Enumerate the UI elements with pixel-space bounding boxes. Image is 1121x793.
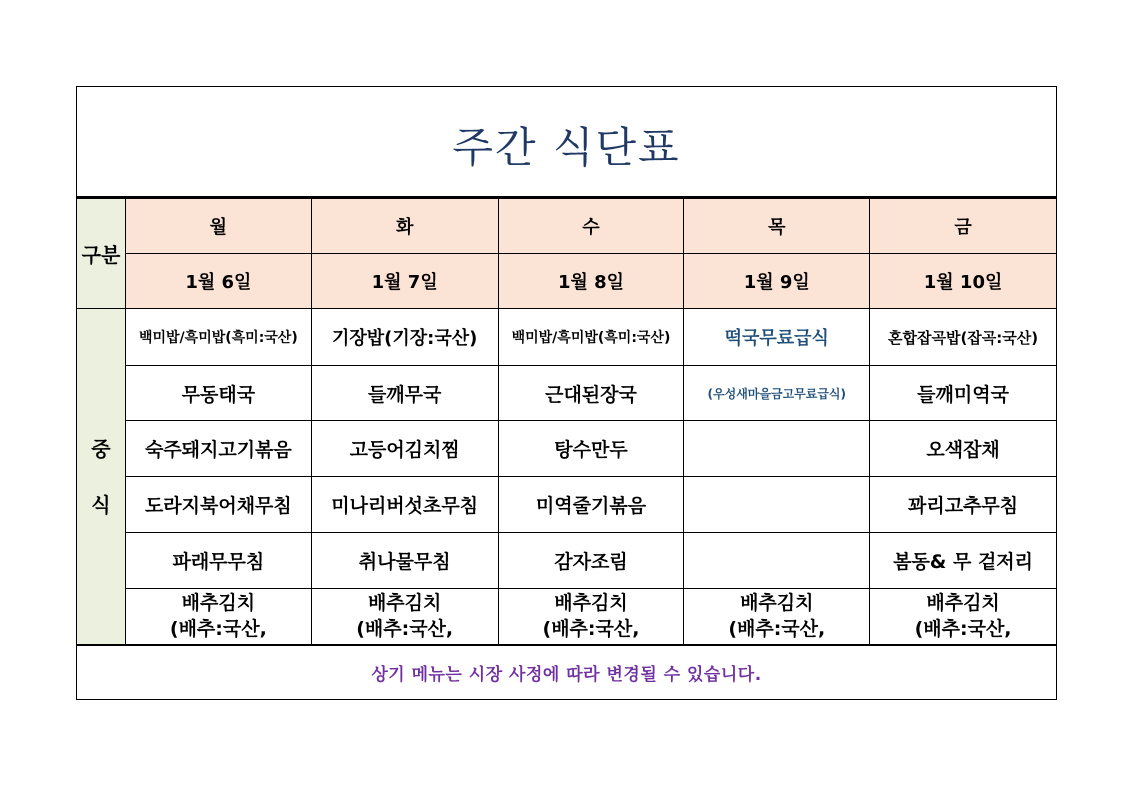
kimchi-name: 배추김치 [926,592,1000,614]
side2-tue: 미나리버섯초무침 [311,477,498,533]
kimchi-origin: (배추:국산, [728,618,826,640]
side2-mon: 도라지북어채무침 [125,477,311,533]
side1-tue: 고등어김치찜 [311,421,498,477]
side1-row [77,421,1057,477]
kimchi-name: 배추김치 [367,592,442,614]
meal-label-top: 중 [91,436,111,461]
kimchi-wed [498,589,684,645]
rice-fri: 혼합잡곡밥(잡곡:국산) [870,309,1057,366]
side3-thu [684,533,870,589]
side1-wed: 탕수만두 [498,421,684,477]
footer-text: 상기 메뉴는 시장 사정에 따라 변경될 수 있습니다. [371,665,762,685]
meal-label-bottom: 식 [91,492,111,517]
kimchi-tue [311,589,498,645]
kimchi-origin: (배추:국산, [169,618,267,640]
kimchi-mon [125,589,311,645]
side2-fri: 꽈리고추무침 [870,477,1057,533]
rice-mon: 백미밥/흑미밥(흑미:국산) [125,309,311,366]
category-header: 구분 [77,199,126,309]
date-wed: 1월 8일 [498,254,684,309]
kimchi-thu [684,589,870,645]
rice-tue: 기장밥(기장:국산) [311,309,498,366]
soup-wed: 근대된장국 [498,366,684,421]
day-row [77,199,1057,254]
side2-wed: 미역줄기볶음 [498,477,684,533]
kimchi-row [77,589,1057,645]
page-title: 주간 식단표 [452,122,681,172]
soup-row [77,366,1057,421]
meal-label [77,309,126,645]
day-thu: 목 [684,199,870,254]
side1-fri: 오색잡채 [870,421,1057,477]
soup-thu: (우성새마을금고무료급식) [684,366,870,421]
date-mon: 1월 6일 [125,254,311,309]
side2-thu [684,477,870,533]
rice-row [77,309,1057,366]
date-tue: 1월 7일 [311,254,498,309]
kimchi-origin: (배추:국산, [356,618,454,640]
menu-sheet [76,86,1057,700]
kimchi-name: 배추김치 [554,592,628,614]
rice-thu: 떡국무료급식 [684,309,870,366]
side3-tue: 취나물무침 [311,533,498,589]
side1-thu [684,421,870,477]
kimchi-name: 배추김치 [181,592,256,614]
day-fri: 금 [870,199,1057,254]
date-thu: 1월 9일 [684,254,870,309]
soup-fri: 들깨미역국 [870,366,1057,421]
day-mon: 월 [125,199,311,254]
kimchi-fri [870,589,1057,645]
kimchi-origin: (배추:국산, [542,618,640,640]
title-box [76,86,1057,198]
side3-row [77,533,1057,589]
kimchi-origin: (배추:국산, [914,618,1012,640]
footer-note [76,644,1057,700]
side3-fri: 봄동& 무 겉저리 [870,533,1057,589]
side3-mon: 파래무무침 [125,533,311,589]
soup-mon: 무동태국 [125,366,311,421]
day-tue: 화 [311,199,498,254]
menu-table [76,198,1057,645]
date-row [77,254,1057,309]
date-fri: 1월 10일 [870,254,1057,309]
kimchi-name: 배추김치 [740,592,814,614]
soup-tue: 들깨무국 [311,366,498,421]
side3-wed: 감자조림 [498,533,684,589]
day-wed: 수 [498,199,684,254]
side2-row [77,477,1057,533]
side1-mon: 숙주돼지고기볶음 [125,421,311,477]
rice-wed: 백미밥/흑미밥(흑미:국산) [498,309,684,366]
